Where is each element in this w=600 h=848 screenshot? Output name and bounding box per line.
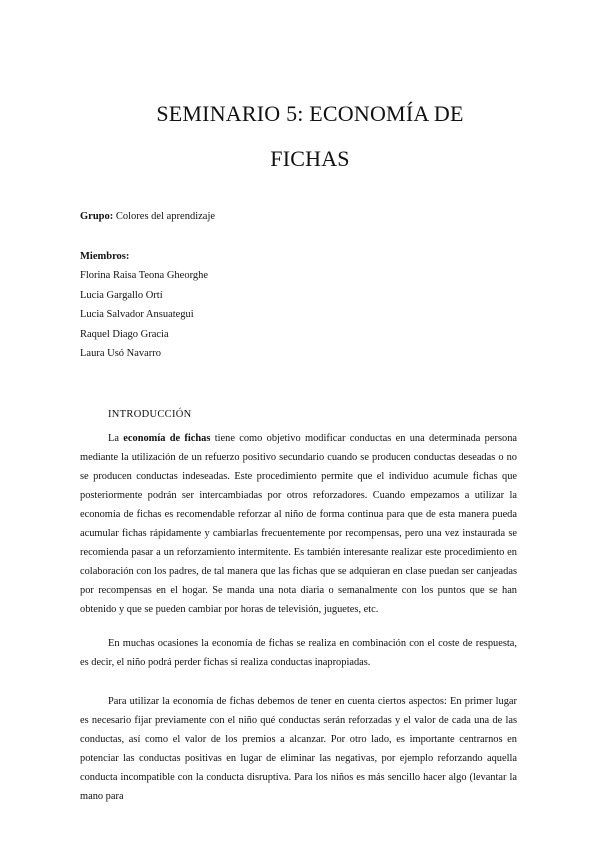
member-item: Raquel Diago Gracia <box>80 329 169 340</box>
paragraph-2: En muchas ocasiones la economía de fichas se realiza en combinación con el coste de respuesta, es decir, el niño podrá perder fichas si realiza conductas inapropiadas. <box>80 638 517 668</box>
member-item: Laura Usó Navarro <box>80 348 162 359</box>
group-line <box>80 211 215 222</box>
paragraph-3: Para utilizar la economía de fichas debemos de tener en cuenta ciertos aspectos: En primer lugar es necesario fijar previamente con el niño qué conductas serán reforzadas y el valor de cada una de las conductas, así como el valor de los premios a alcanzar. Por otro lado, es importante centrarnos en potenciar las conductas positivas en lugar de eliminar las negativas, por ejemplo reforzando aquella conducta incompatible con la conducta disruptiva. Para los niños es más sencillo hacer algo (levantar la mano para <box>80 696 517 802</box>
members-label <box>80 251 129 262</box>
member-item: Florina Raisa Teona Gheorghe <box>80 270 209 281</box>
group-label: Grupo: <box>80 211 114 222</box>
paragraph-1-rest: tiene como objetivo modificar conductas en una determinada persona mediante la utilización de un refuerzo positivo secundario cuando se producen conductas deseadas o no se producen conductas indeseadas. Este procedimiento permite que el individuo acumule fichas que posteriormente podrán ser intercambiadas por otros reforzadores. Cuando empezamos a utilizar la economía de fichas es recomendable reforzar al niño de forma continua para que de esta manera pueda acumular fichas rápidamente y cambiarlas frecuentemente por recompensas, pero una vez instaurada se recomienda pasar a un reforzamiento intermitente. Es también interesante realizar este procedimiento en colaboración con los padres, de tal manera que las fichas que se adquieran en clase puedan ser canjeadas por recompensas en el hogar. Se manda una nota diaria o semanalmente con los puntos que se han obtenido y que se pueden cambiar por horas de televisión, juguetes, etc. <box>80 433 517 615</box>
members-label-text: Miembros: <box>80 251 130 262</box>
document-title-line-1: SEMINARIO 5: ECONOMÍA DE <box>156 101 464 126</box>
paragraph-1-bold-term: economía de fichas <box>123 433 211 444</box>
group-value: Colores del aprendizaje <box>113 211 216 222</box>
paragraph-1 <box>80 429 517 619</box>
member-item: Lucia Gargallo Ortí <box>80 290 163 301</box>
member-item: Lucia Salvador Ansuategui <box>80 309 194 320</box>
section-heading-introduccion: INTRODUCCIÓN <box>108 409 192 420</box>
paragraph-1-lead: La <box>108 433 124 444</box>
document-title-line-2: FICHAS <box>270 146 350 171</box>
